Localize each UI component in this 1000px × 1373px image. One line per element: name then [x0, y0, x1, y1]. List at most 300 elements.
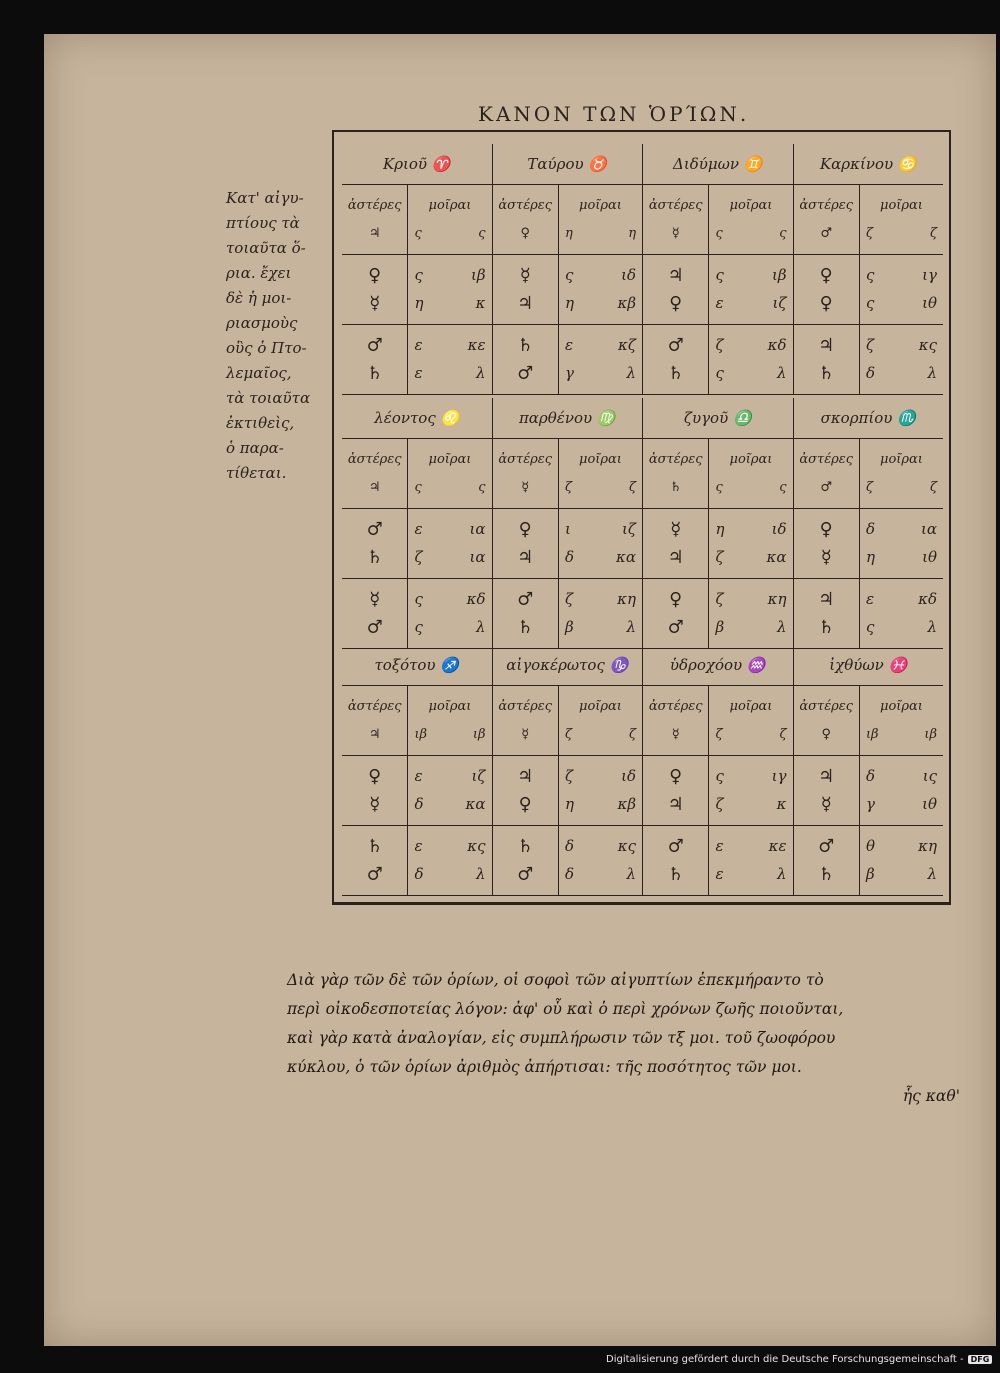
table-column [643, 685, 794, 755]
planet-symbol-icon: ☿ [671, 726, 680, 742]
sign-name: Κριοῦ ♈ [342, 144, 493, 184]
degree-pair [709, 790, 792, 818]
sign-name: ἰχθύων ♓ [829, 656, 908, 674]
degree-pair [709, 543, 792, 571]
planet-symbol-icon: ☿ [820, 546, 832, 568]
planet-symbol-icon: ♃ [368, 479, 381, 495]
margin-note-line: ὁ παρα- [226, 439, 284, 457]
degree-span: ζ [564, 479, 572, 495]
degree-cell [559, 685, 642, 755]
degree-span: ς [564, 266, 574, 284]
margin-note-line: λεμαῖος, [226, 364, 292, 382]
degree-cumulative: ζ [628, 479, 636, 495]
planet-symbol-icon: ♂ [820, 225, 833, 241]
degree-cumulative: κς [467, 837, 486, 855]
degree-pair [709, 585, 792, 613]
table-column [493, 184, 644, 254]
planet-symbol-icon: ♃ [667, 546, 684, 568]
sign-name: λέοντος ♌ [342, 398, 493, 438]
planet-symbol-icon: ♃ [517, 765, 534, 787]
degree-span: ζ [564, 726, 572, 742]
planet-symbol-icon: ☿ [521, 479, 530, 495]
planet-symbol-icon: ♀ [669, 765, 683, 787]
planet-symbol-icon: ♃ [517, 546, 534, 568]
degree-cumulative: λ [626, 364, 636, 382]
planet-symbol-icon: ♀ [520, 225, 530, 241]
planet-cell [643, 825, 709, 895]
degree-cumulative: κ [776, 795, 787, 813]
margin-note-line: ρια. ἔχει [226, 264, 292, 282]
planet-symbol-icon: ♀ [518, 793, 532, 815]
degree-span: ε [414, 364, 423, 382]
degree-pair [860, 720, 943, 748]
planet-symbol-icon: ♂ [820, 479, 833, 495]
planet-symbol-icon: ♂ [366, 616, 383, 638]
planet-cell [643, 324, 709, 394]
degree-cell [709, 578, 792, 648]
planet-cell [342, 755, 408, 825]
degree-cumulative: ς [779, 225, 787, 241]
table-column [342, 755, 493, 825]
degree-cumulative: ιδ [771, 520, 787, 538]
table-column [493, 755, 644, 825]
body-text-line: Διὰ γὰρ τῶν δὲ τῶν ὁρίων, οἱ σοφοὶ τῶν αἰγυπτίων ἐπεκμήραντο τὸ [287, 971, 824, 989]
column-head-degrees: μοῖραι [729, 698, 773, 714]
footer-credit [606, 1354, 996, 1365]
degree-pair [709, 261, 792, 289]
degree-pair [709, 219, 792, 247]
degree-cumulative: κα [766, 548, 787, 566]
degree-cumulative: κβ [617, 795, 636, 813]
planet-symbol-icon: ♂ [517, 863, 534, 885]
degree-span: ς [715, 266, 724, 284]
degree-cumulative: λ [927, 865, 937, 883]
bounds-table [332, 130, 951, 905]
table-column [493, 254, 644, 324]
planet-cell [493, 508, 559, 578]
degree-span: ς [865, 266, 875, 284]
degree-pair [559, 860, 642, 888]
degree-span: η [715, 520, 725, 538]
body-text [287, 966, 972, 1111]
degree-span: δ [865, 767, 875, 785]
degree-span: δ [414, 865, 424, 883]
degree-pair [709, 359, 792, 387]
degree-pair [408, 359, 491, 387]
degree-span: ι [564, 520, 571, 538]
degree-span: δ [865, 520, 875, 538]
column-head-degrees: μοῖραι [428, 197, 472, 213]
degree-cumulative: ιβ [470, 266, 486, 284]
degree-cumulative: κς [918, 336, 937, 354]
planet-symbol-icon: ♄ [517, 334, 534, 356]
degree-pair [860, 261, 943, 289]
sign-name: ζυγοῦ ♎ [643, 398, 794, 438]
degree-pair [860, 860, 943, 888]
degree-cumulative: ιδ [621, 767, 636, 785]
table-column [794, 755, 944, 825]
degree-pair [408, 515, 491, 543]
degree-pair [559, 790, 642, 818]
degree-pair [408, 261, 491, 289]
column-head-degrees: μοῖραι [579, 197, 622, 213]
degree-cumulative: λ [927, 364, 937, 382]
table-row [342, 685, 943, 756]
degree-cell [709, 254, 792, 324]
planet-symbol-icon: ♀ [518, 518, 532, 540]
degree-cell [860, 324, 943, 394]
degree-span: ε [715, 294, 724, 312]
degree-cumulative: λ [626, 865, 636, 883]
column-head-degrees: μοῖραι [880, 197, 923, 213]
degree-span: β [564, 618, 574, 636]
degree-span: η [564, 225, 573, 241]
table-row [342, 825, 943, 896]
table-row [342, 508, 943, 579]
degree-pair [860, 613, 943, 641]
table-row [342, 755, 943, 826]
table-column [342, 508, 493, 578]
planet-symbol-icon: ♄ [366, 835, 383, 857]
planet-cell [643, 578, 709, 648]
planet-symbol-icon: ♄ [366, 546, 383, 568]
degree-span: δ [564, 548, 574, 566]
degree-pair [559, 359, 642, 387]
planet-cell [493, 755, 559, 825]
planet-symbol-icon: ♂ [818, 835, 835, 857]
degree-cumulative: κη [918, 837, 937, 855]
degree-span: ζ [414, 548, 423, 566]
planet-symbol-icon: ♂ [667, 835, 684, 857]
margin-note-line: πτίους τὰ [226, 214, 300, 232]
column-head-planets: ἀστέρες [648, 698, 703, 714]
planet-symbol-icon: ♀ [819, 292, 833, 314]
column-head-planets: ἀστέρες [648, 451, 703, 467]
table-column [342, 685, 493, 755]
sign-name: αἰγοκέρωτος ♑ [493, 645, 644, 685]
degree-span: ζ [715, 336, 724, 354]
degree-pair [559, 832, 642, 860]
table-column [643, 324, 794, 394]
degree-span: η [865, 548, 875, 566]
planet-cell [794, 755, 860, 825]
planet-cell [643, 755, 709, 825]
degree-span: ζ [865, 336, 875, 354]
degree-cumulative: ς [478, 479, 486, 495]
degree-cell [408, 685, 491, 755]
margin-note-line: τοιαῦτα ὅ- [226, 239, 306, 257]
degree-pair [408, 219, 491, 247]
body-text-line: κύκλου, ὁ τῶν ὁρίων ἀριθμὸς ἀπήρτισαι: τῆς ποσότητος τῶν μοι. [287, 1058, 802, 1076]
column-head-degrees: μοῖραι [428, 698, 472, 714]
degree-span: ζ [564, 767, 574, 785]
table-column [342, 438, 493, 508]
degree-pair [709, 289, 792, 317]
degree-pair [860, 219, 943, 247]
degree-cell [559, 254, 642, 324]
sign-name: παρθένου ♍ [493, 398, 644, 438]
table-column [643, 755, 794, 825]
planet-cell [493, 438, 559, 508]
margin-note-line: οὓς ὁ Πτο- [226, 339, 307, 357]
degree-cumulative: κη [617, 590, 636, 608]
column-head-degrees: μοῖραι [579, 451, 622, 467]
column-head-planets: ἀστέρες [347, 197, 402, 213]
degree-pair [860, 585, 943, 613]
degree-pair [559, 289, 642, 317]
planet-symbol-icon: ♃ [667, 264, 684, 286]
degree-cumulative: λ [776, 364, 787, 382]
margin-note-line: Κατ' αἰγυ- [226, 189, 304, 207]
planet-symbol-icon: ♀ [669, 588, 683, 610]
planet-cell [342, 508, 408, 578]
footer-text: Digitalisierung gefördert durch die Deutsche Forschungsgemeinschaft - [606, 1354, 964, 1365]
degree-cumulative: ιβ [771, 266, 787, 284]
degree-cumulative: ιζ [772, 294, 787, 312]
degree-cell [559, 184, 642, 254]
planet-cell [794, 324, 860, 394]
degree-cumulative: ιζ [621, 520, 636, 538]
planet-symbol-icon: ♄ [818, 863, 835, 885]
planet-symbol-icon: ♄ [366, 362, 383, 384]
degree-cell [559, 578, 642, 648]
degree-span: ς [715, 225, 723, 241]
planet-symbol-icon: ♄ [818, 616, 835, 638]
planet-symbol-icon: ♂ [517, 362, 534, 384]
planet-symbol-icon: ♀ [368, 264, 382, 286]
planet-cell [342, 254, 408, 324]
column-head-planets: ἀστέρες [799, 197, 854, 213]
table-row [342, 578, 943, 649]
degree-pair [559, 585, 642, 613]
sign-row [342, 645, 943, 686]
planet-symbol-icon: ☿ [671, 225, 680, 241]
planet-cell [493, 825, 559, 895]
sign-name: Ταύρου ♉ [493, 144, 644, 184]
degree-span: β [865, 865, 875, 883]
sign-name: Καρκίνου ♋ [819, 155, 917, 173]
table-column [342, 254, 493, 324]
table-column [342, 184, 493, 254]
table-column [643, 184, 794, 254]
table-column [794, 685, 944, 755]
table-row [342, 438, 943, 509]
table-row [342, 324, 943, 395]
planet-symbol-icon: ♃ [368, 225, 381, 241]
degree-cumulative: ς [779, 479, 787, 495]
planet-cell [794, 254, 860, 324]
degree-pair [709, 720, 792, 748]
degree-cumulative: λ [626, 618, 636, 636]
planet-symbol-icon: ♃ [517, 292, 534, 314]
column-head-degrees: μοῖραι [579, 698, 622, 714]
degree-pair [408, 860, 491, 888]
degree-cumulative: κδ [466, 590, 486, 608]
planet-cell [493, 254, 559, 324]
degree-span: ς [414, 479, 422, 495]
degree-span: δ [564, 865, 574, 883]
margin-note [226, 186, 328, 486]
planet-symbol-icon: ♂ [667, 334, 684, 356]
planet-cell [342, 578, 408, 648]
degree-cell [860, 755, 943, 825]
planet-cell [643, 508, 709, 578]
degree-pair [709, 762, 792, 790]
column-head-planets: ἀστέρες [498, 698, 553, 714]
degree-pair [709, 331, 792, 359]
planet-symbol-icon: ☿ [369, 793, 381, 815]
degree-pair [860, 762, 943, 790]
degree-cumulative: λ [776, 865, 787, 883]
degree-pair [709, 860, 792, 888]
degree-cumulative: κζ [618, 336, 636, 354]
sign-row [342, 144, 943, 185]
degree-cumulative: κς [617, 837, 636, 855]
degree-span: ε [564, 336, 573, 354]
degree-cumulative: κδ [767, 336, 787, 354]
degree-cell [408, 254, 491, 324]
degree-pair [559, 331, 642, 359]
degree-span: ζ [564, 590, 574, 608]
degree-cumulative: λ [475, 364, 486, 382]
table-column [794, 438, 944, 508]
sign-name: ὑδροχόου ♒ [643, 645, 794, 685]
planet-symbol-icon: ☿ [521, 726, 530, 742]
degree-cumulative: ιβ [472, 726, 486, 742]
degree-cumulative: η [628, 225, 636, 241]
degree-pair [559, 515, 642, 543]
column-head-planets: ἀστέρες [799, 451, 854, 467]
degree-span: ς [715, 767, 724, 785]
column-head-degrees: μοῖραι [729, 451, 773, 467]
planet-cell [794, 825, 860, 895]
planet-symbol-icon: ☿ [369, 292, 381, 314]
degree-cell [408, 438, 491, 508]
degree-span: η [564, 795, 574, 813]
degree-pair [408, 331, 491, 359]
planet-symbol-icon: ♃ [818, 588, 835, 610]
degree-cell [709, 184, 792, 254]
table-row [342, 184, 943, 255]
degree-span: ε [715, 865, 724, 883]
degree-pair [709, 473, 792, 501]
degree-cell [709, 755, 792, 825]
degree-span: γ [865, 795, 875, 813]
table-top-rule [334, 130, 949, 132]
degree-pair [408, 790, 491, 818]
column-head-planets: ἀστέρες [648, 197, 703, 213]
sign-name: τοξότου ♐ [342, 645, 493, 685]
column-head-degrees: μοῖραι [880, 698, 923, 714]
degree-pair [860, 515, 943, 543]
degree-pair [408, 585, 491, 613]
degree-span: ε [414, 837, 423, 855]
column-head-planets: ἀστέρες [498, 451, 553, 467]
planet-symbol-icon: ☿ [670, 518, 682, 540]
planet-symbol-icon: ♄ [669, 479, 682, 495]
degree-cumulative: ς [478, 225, 486, 241]
planet-cell [342, 184, 408, 254]
degree-span: ς [414, 590, 423, 608]
degree-cell [559, 825, 642, 895]
table-column [643, 508, 794, 578]
planet-cell [794, 438, 860, 508]
table-column [342, 578, 493, 648]
degree-span: ς [865, 294, 875, 312]
degree-span: ιβ [865, 726, 879, 742]
degree-cumulative: ιγ [922, 266, 937, 284]
planet-cell [794, 184, 860, 254]
degree-cell [559, 755, 642, 825]
margin-note-line: ἐκτιθεὶς, [226, 414, 295, 432]
degree-pair [860, 473, 943, 501]
degree-cumulative: ια [920, 520, 937, 538]
degree-cell [559, 324, 642, 394]
degree-cell [559, 508, 642, 578]
degree-span: δ [414, 795, 424, 813]
degree-cumulative: λ [776, 618, 787, 636]
degree-pair [559, 613, 642, 641]
degree-cumulative: κδ [918, 590, 937, 608]
column-head-degrees: μοῖραι [428, 451, 472, 467]
column-head-degrees: μοῖραι [729, 197, 773, 213]
margin-note-line: δὲ ἡ μοι- [226, 289, 292, 307]
planet-symbol-icon: ♄ [818, 362, 835, 384]
planet-symbol-icon: ♂ [366, 334, 383, 356]
planet-cell [643, 254, 709, 324]
degree-span: θ [865, 837, 875, 855]
degree-cell [860, 438, 943, 508]
column-head-planets: ἀστέρες [498, 197, 553, 213]
planet-symbol-icon: ♀ [819, 518, 833, 540]
degree-span: ε [715, 837, 724, 855]
column-head-planets: ἀστέρες [347, 698, 402, 714]
degree-pair [559, 762, 642, 790]
margin-note-line: τὰ τοιαῦτα [226, 389, 311, 407]
sign-name: σκορπίου ♏ [820, 409, 916, 427]
degree-span: ε [414, 767, 423, 785]
degree-span: δ [564, 837, 574, 855]
planet-symbol-icon: ♃ [818, 334, 835, 356]
body-text-line: περὶ οἰκοδεσποτείας λόγον: ἀφ' οὗ καὶ ὁ περὶ χρόνων ζωῆς ποιοῦνται, [287, 1000, 844, 1018]
degree-pair [860, 832, 943, 860]
degree-span: ζ [715, 795, 724, 813]
table-column [493, 508, 644, 578]
degree-cumulative: ζ [628, 726, 636, 742]
degree-cell [709, 508, 792, 578]
table-column [493, 578, 644, 648]
planet-symbol-icon: ♂ [366, 518, 383, 540]
degree-span: ζ [715, 590, 724, 608]
degree-pair [709, 515, 792, 543]
degree-cell [408, 825, 491, 895]
degree-cell [860, 578, 943, 648]
degree-span: ζ [715, 726, 723, 742]
degree-pair [860, 543, 943, 571]
degree-cumulative: ια [469, 548, 486, 566]
table-column [342, 825, 493, 895]
degree-cumulative: ιζ [471, 767, 486, 785]
degree-cumulative: ια [469, 520, 486, 538]
table-column [794, 578, 944, 648]
degree-cumulative: ζ [929, 479, 937, 495]
degree-cumulative: κβ [617, 294, 636, 312]
degree-span: ζ [715, 548, 724, 566]
dfg-logo-icon: DFG [968, 1355, 993, 1364]
body-text-line: καὶ γὰρ κατὰ ἀναλογίαν, εἰς συμπλήρωσιν τῶν τξ μοι. τοῦ ζωοφόρου [287, 1029, 836, 1047]
table-column [794, 825, 944, 895]
planet-symbol-icon: ☿ [519, 264, 531, 286]
